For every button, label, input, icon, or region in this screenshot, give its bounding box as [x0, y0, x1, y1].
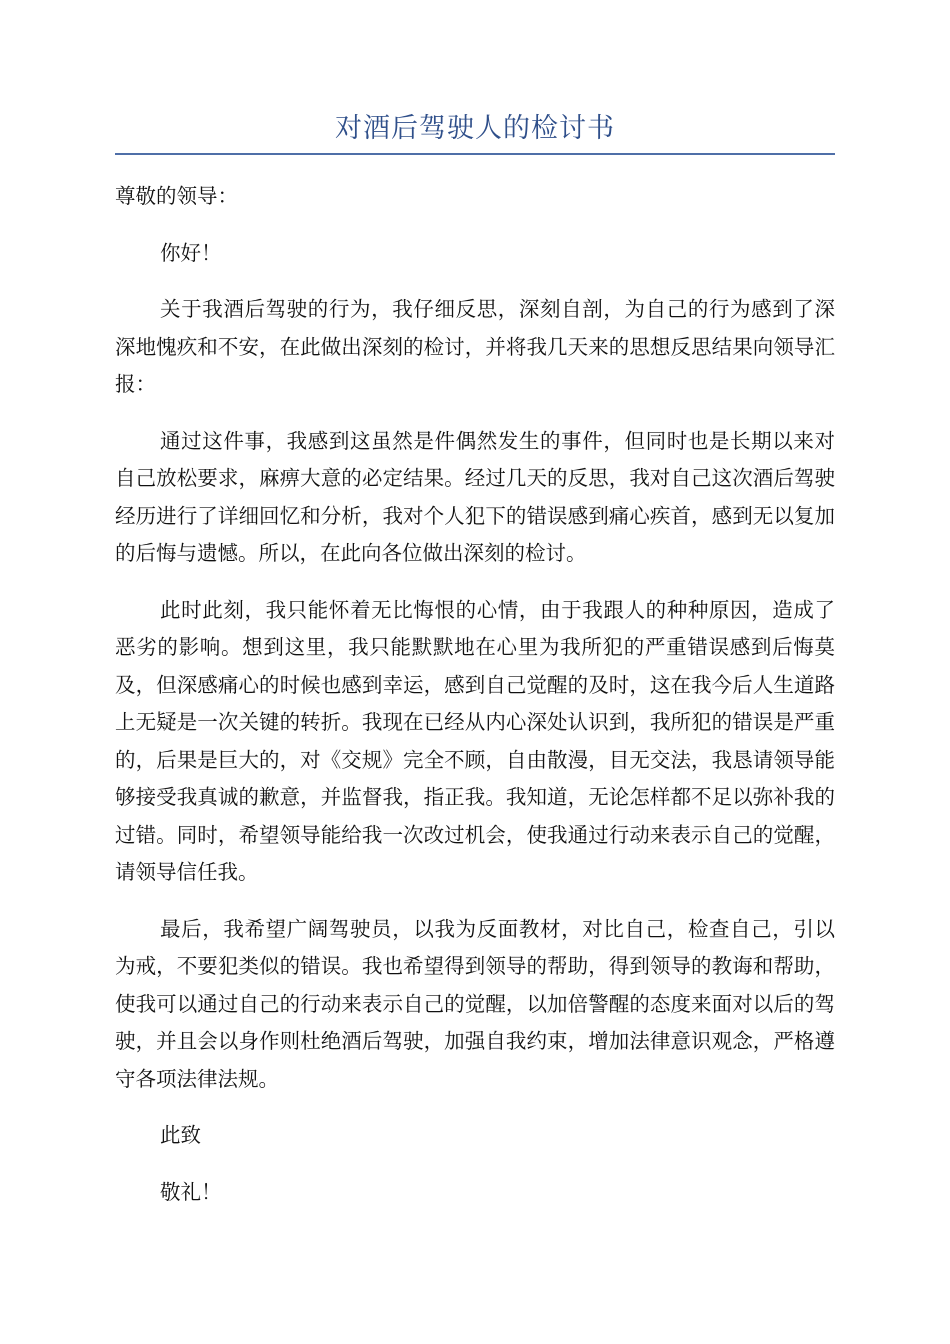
document-title: 对酒后驾驶人的检讨书 [335, 113, 615, 144]
paragraph-1: 关于我酒后驾驶的行为，我仔细反思，深刻自剖，为自己的行为感到了深深地愧疚和不安，在此做出深刻的检讨，并将我几天来的思想反思结果向领导汇报： [115, 297, 835, 396]
closing-line-2: 敬礼！ [160, 1179, 222, 1204]
paragraph-3: 此时此刻，我只能怀着无比悔恨的心情，由于我跟人的种种原因，造成了恶劣的影响。想到这里，我只能默默地在心里为我所犯的严重错误感到后悔莫及，但深感痛心的时候也感到幸运，感到自己觉醒的及时，这在我今后人生道路上无疑是一次关键的转折。我现在已经从内心深处认识到，我所犯的错误是严重的，后果是巨大的，对《交规》完全不顾，自由散漫，目无交法，我恳请领导能够接受我真诚的歉意，并监督我，指正我。我知道，无论怎样都不足以弥补我的过错。同时，希望领导能给我一次改过机会，使我通过行动来表示自己的觉醒，请领导信任我。 [115, 597, 835, 884]
closing-line-1: 此致 [160, 1123, 201, 1147]
paragraph-2: 通过这件事，我感到这虽然是件偶然发生的事件，但同时也是长期以来对自己放松要求，麻痹大意的必定结果。经过几天的反思，我对自己这次酒后驾驶经历进行了详细回忆和分析，我对个人犯下的错误感到痛心疾首，感到无以复加的后悔与遗憾。所以，在此向各位做出深刻的检讨。 [115, 428, 835, 565]
title-underline [115, 153, 835, 155]
greeting: 你好！ [160, 240, 222, 265]
salutation: 尊敬的领导： [115, 184, 238, 208]
paragraph-4: 最后，我希望广阔驾驶员，以我为反面教材，对比自己，检查自己，引以为戒，不要犯类似的错误。我也希望得到领导的帮助，得到领导的教诲和帮助，使我可以通过自己的行动来表示自己的觉醒，以加倍警醒的态度来面对以后的驾驶，并且会以身作则杜绝酒后驾驶，加强自我约束，增加法律意识观念，严格遵守各项法律法规。 [115, 916, 835, 1091]
document-body [115, 178, 835, 1230]
